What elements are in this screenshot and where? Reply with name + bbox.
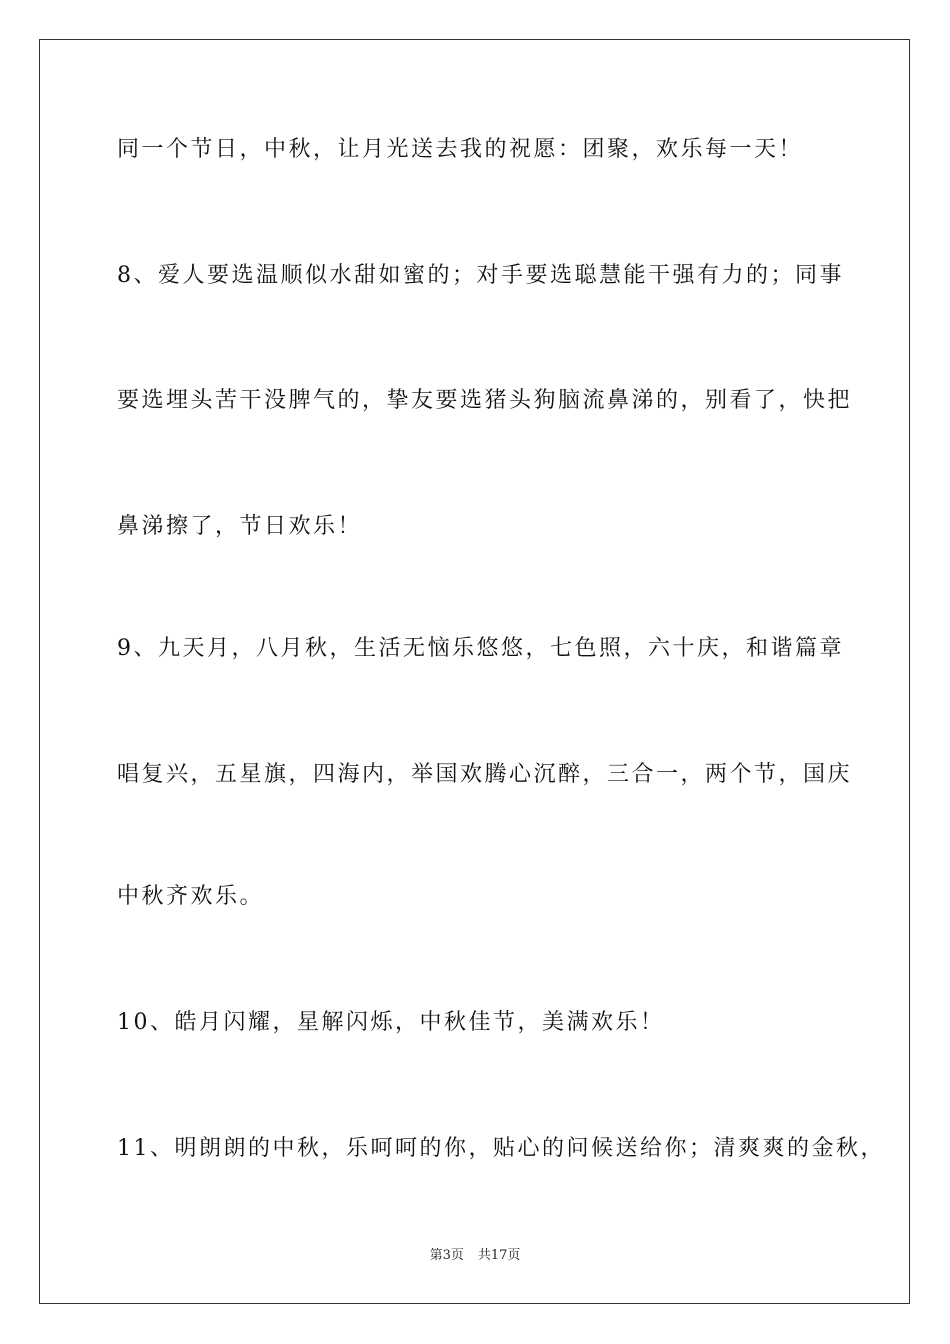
page-number: 第3页 [429,1248,464,1263]
page-border [39,39,910,1304]
text-line-9: 11、明朗朗的中秋，乐呵呵的你，贴心的问候送给你；清爽爽的金秋， [117,1136,885,1161]
text-line-7: 中秋齐欢乐。 [117,884,265,909]
text-line-4: 鼻涕擦了，节日欢乐！ [117,514,363,539]
text-line-6: 唱复兴，五星旗，四海内，举国欢腾心沉醉，三合一，两个节，国庆 [117,762,853,787]
text-line-2: 8、爱人要选温顺似水甜如蜜的；对手要选聪慧能干强有力的；同事 [117,263,844,288]
text-line-1: 同一个节日，中秋，让月光送去我的祝愿：团聚，欢乐每一天！ [117,137,804,162]
text-line-3: 要选埋头苦干没脾气的，挚友要选猪头狗脑流鼻涕的，别看了，快把 [117,388,853,413]
page-total: 共17页 [477,1248,521,1263]
text-line-5: 9、九天月，八月秋，生活无恼乐悠悠，七色照，六十庆，和谐篇章 [117,636,844,661]
text-line-8: 10、皓月闪耀，星解闪烁，中秋佳节，美满欢乐！ [117,1010,665,1035]
page-footer [0,1248,950,1264]
